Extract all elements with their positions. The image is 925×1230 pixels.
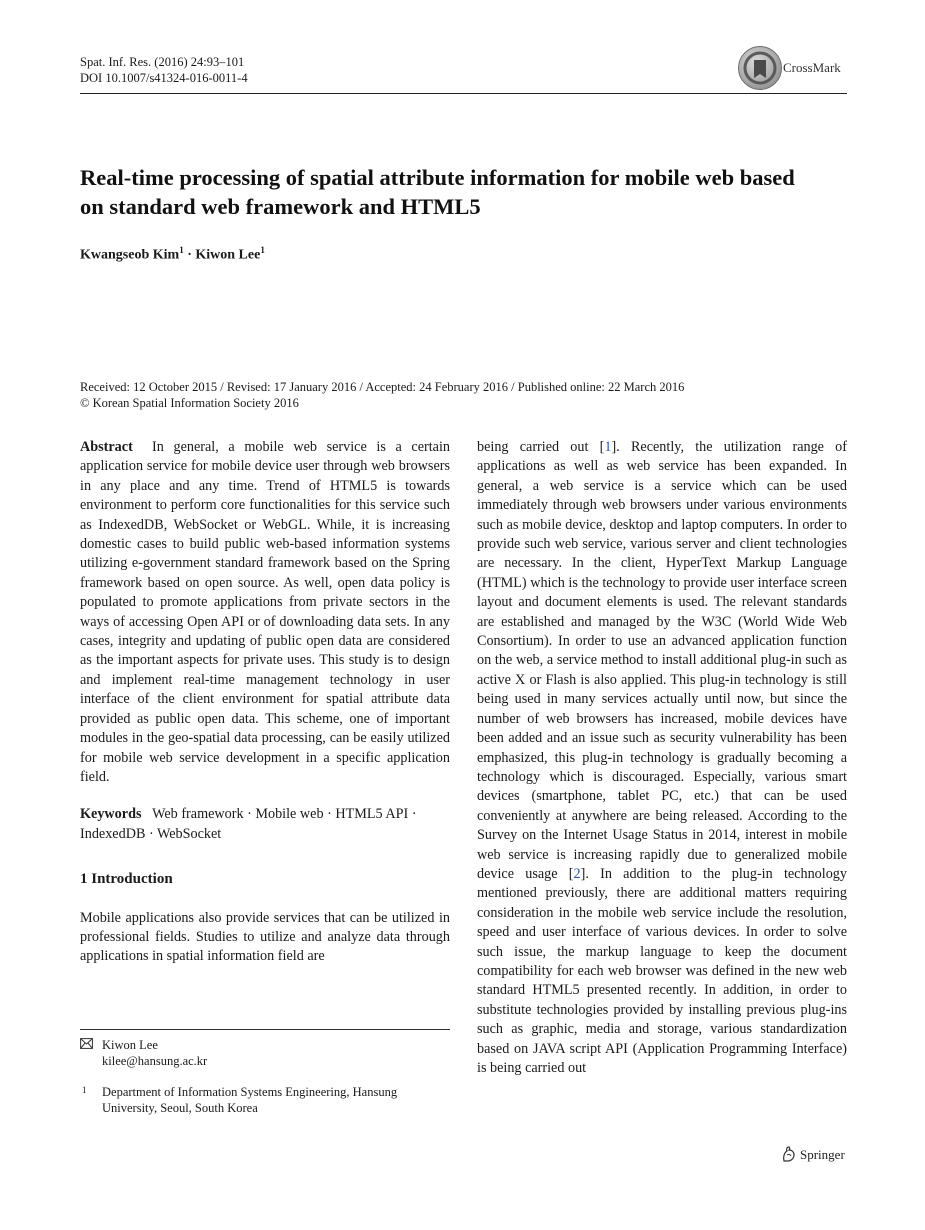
copyright-notice: © Korean Spatial Information Society 2016 xyxy=(80,396,299,410)
author-affiliation-mark: 1 xyxy=(260,245,265,255)
introduction-paragraph xyxy=(477,438,847,1078)
author-affiliation-mark: 1 xyxy=(179,245,184,255)
right-column xyxy=(477,438,847,1078)
citation-link[interactable]: 1 xyxy=(604,439,612,455)
publication-history: Received: 12 October 2015 / Revised: 17 January 2016 / Accepted: 24 February 2016 / Published online: 22 March 2016 xyxy=(80,380,685,394)
section-heading-introduction: 1 Introduction xyxy=(80,871,173,888)
header-rule xyxy=(80,93,847,94)
body-text: ]. Recently, the utilization range of applications as well as web service has been expanded. In general, a web service is a service which can be used immediately through web browsers under various environments such as mobile device, desktop and laptop computers. In order to provide such web service, various server and client technologies are necessary. In the client, HyperText Markup Language (HTML) which is the technology to provide user interface screen layout and document elements is used. The relevant standards are established and managed by the W3C (World Wide Web Consortium). In order to use an advanced application function on the web, a service method to install additional plug-in such as active X or Flash is also applied. This plug-in technology is still being used in many services actually until now, but since the number of web browsers has increased, mobile devices have been added and an issue such as security vulnerability has been emphasized, this plug-in technology is gradually becoming a technology which is discouraged. Especially, various smart devices (smartphone, tablet PC, etc.) that can be used conveniently at anywhere are being released. According to the Survey on the Internet Usage Status in 2014, interest in mobile web service is increasing rapidly due to generalized mobile device usage [ xyxy=(477,439,847,882)
doi[interactable]: DOI 10.1007/s41324-016-0011-4 xyxy=(80,71,248,85)
introduction-paragraph: Mobile applications also provide services that can be utilized in professional fields. Studies to utilize and analyze data through applications in spatial information field are xyxy=(80,909,450,965)
abstract xyxy=(80,438,450,787)
affiliation-mark: 1 xyxy=(82,1085,87,1095)
affiliation-line: Department of Information Systems Engineering, Hansung xyxy=(102,1085,398,1099)
author-name[interactable]: Kiwon Lee xyxy=(195,247,261,263)
journal-citation: Spat. Inf. Res. (2016) 24:93–101 xyxy=(80,55,245,69)
crossmark-icon xyxy=(738,46,782,90)
left-column xyxy=(80,438,450,967)
affiliation-line: University, Seoul, South Korea xyxy=(102,1101,258,1115)
article-title: Real-time processing of spatial attribute information for mobile web based on standard web framework and HTML5 xyxy=(80,165,795,219)
keywords-text: Web framework · Mobile web · HTML5 API · IndexedDB · WebSocket xyxy=(80,806,417,842)
author-list xyxy=(80,245,265,264)
crossmark-label: CrossMark xyxy=(783,60,841,75)
footnote-rule xyxy=(80,1029,450,1030)
springer-horse-icon xyxy=(781,1146,796,1162)
crossmark-badge[interactable] xyxy=(738,46,848,92)
publisher-name: Springer xyxy=(800,1147,845,1162)
correspondent-email[interactable]: kilee@hansung.ac.kr xyxy=(102,1054,208,1068)
body-text: being carried out [ xyxy=(477,439,605,455)
envelope-icon xyxy=(80,1037,93,1053)
keywords-heading: Keywords xyxy=(80,806,142,823)
author-name[interactable]: Kwangseob Kim xyxy=(80,247,180,263)
citation-link[interactable]: 2 xyxy=(573,865,581,882)
body-text: ]. In addition to the plug-in technology mentioned previously, there are additional matters requiring consideration in the mobile web service include the resolution, speed and user interface of various devices. In order to solve such issue, the markup language to keep the document compatibility for each web browser was defined in the new web standard HTML5 presented recently. In addition, in order to substitute technologies provided by installing previous plug-ins such as graphic, media and storage, various standardization based on JAVA script API (Application Programming Interface) is being carried out xyxy=(477,865,847,1076)
author-separator: · xyxy=(183,247,196,263)
abstract-text: In general, a mobile web service is a certain application service for mobile device user through web browsers in any place and any time. Trend of HTML5 is towards environment to perform core functionalities for this service such as IndexedDB, WebSocket or WebGL. While, it is increasing domestic cases to build public web-based information systems utilizing e-government standard framework based on the Spring framework based on open source. As well, open data policy is populated to promote applications from private sectors in the ways of accessing Open API or of downloading data sets. In any cases, integrity and updating of public open data are considered as the important aspects for private uses. This study is to design and implement real-time management technology in user interface of the client environment for spatial attribute data provided as public open data. This scheme, one of important modules in the geo-spatial data processing, can be easily utilized for mobile web service development in a specific application field. xyxy=(80,439,450,785)
correspondent-name: Kiwon Lee xyxy=(102,1038,158,1052)
keywords xyxy=(80,805,450,844)
abstract-heading: Abstract xyxy=(80,439,133,455)
springer-logo xyxy=(781,1146,851,1164)
